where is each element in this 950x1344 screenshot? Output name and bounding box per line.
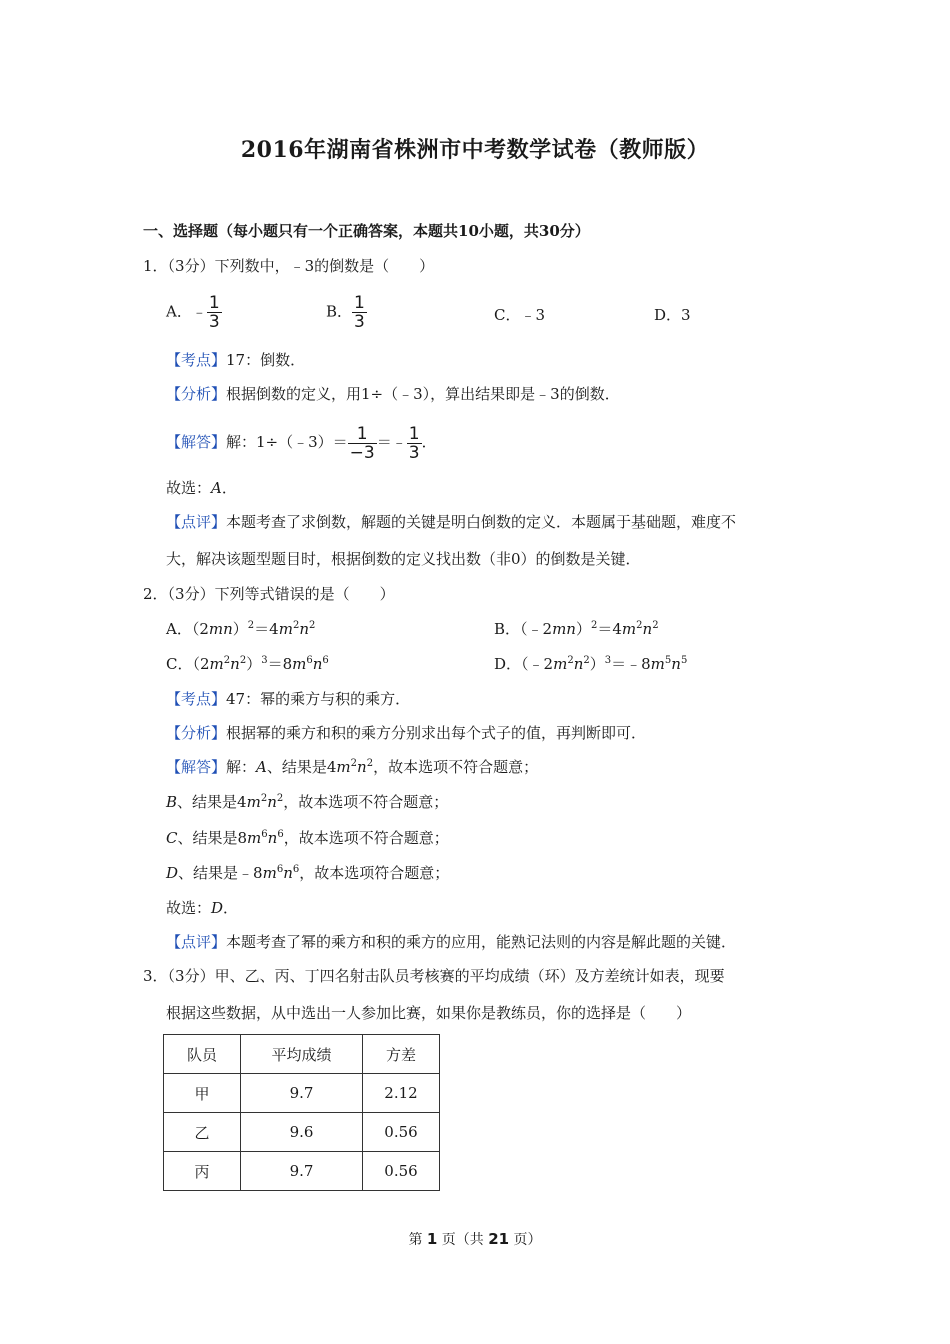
q1-option-b-label: B． xyxy=(326,302,353,321)
fraction-numerator: 1 xyxy=(356,423,368,444)
page-total: 21 xyxy=(488,1230,510,1248)
jieda-fraction-2 xyxy=(407,425,422,462)
jieda-text: ，故本选项不符合题意； xyxy=(373,758,539,776)
fraction-denominator: 3 xyxy=(354,312,365,332)
q2-stem: 2．（3分）下列等式错误的是（ ） xyxy=(143,585,395,603)
dianping-text: 本题考查了求倒数，解题的关键是明白倒数的定义．本题属于基础题，难度不 xyxy=(226,513,737,531)
fraction-numerator: 1 xyxy=(208,293,220,313)
page-number: 1 xyxy=(426,1230,438,1248)
q1-kaodian xyxy=(166,350,305,370)
table-cell: 乙 xyxy=(164,1113,241,1152)
dianping-text: 本题考查了幂的乘方和积的乘方的应用，能熟记法则的内容是解此题的关键． xyxy=(226,933,737,951)
kaodian-tag: 【考点】 xyxy=(166,690,227,708)
table-header-cell: 方差 xyxy=(363,1035,440,1074)
q3-stem-cont: 根据这些数据，从中选出一人参加比赛，如果你是教练员，你的选择是（ ） xyxy=(166,1004,692,1022)
table-cell: 0.56 xyxy=(363,1152,440,1191)
jieda-fraction-1 xyxy=(348,425,377,462)
footer-text: 页（共 xyxy=(437,1232,489,1248)
q1-stem: 1．（3分）下列数中，﹣3的倒数是（ ） xyxy=(143,257,435,275)
q2-kaodian xyxy=(166,689,410,709)
kaodian-tag: 【考点】 xyxy=(166,351,227,369)
q1-fenxi xyxy=(166,384,620,404)
jieda-tag: 【解答】 xyxy=(166,433,227,451)
table-cell: 9.7 xyxy=(241,1074,363,1113)
dianping-tag: 【点评】 xyxy=(166,513,227,531)
q2-solution-b: B、结果是$4m^2n^2$，故本选项不符合题意； xyxy=(166,793,449,811)
answer-end: ． xyxy=(223,899,239,917)
fenxi-tag: 【分析】 xyxy=(166,724,227,742)
q1-option-b xyxy=(326,294,367,331)
table-cell: 0.56 xyxy=(363,1113,440,1152)
q3-stem: 3．（3分）甲、乙、丙、丁四名射击队员考核赛的平均成绩（环）及方差统计如表，现要 xyxy=(143,967,725,985)
q1-option-c: C．﹣3 xyxy=(494,306,546,324)
q2-option-c: C．$(2m^2n^2)^3=8m^6n^6$ xyxy=(166,655,329,673)
q2-fenxi xyxy=(166,723,646,743)
solution-text: ，故本选项不符合题意； xyxy=(283,793,449,811)
q2-option-d: D．$(﹣2m^2n^2)^3=﹣8m^5n^5$ xyxy=(494,655,688,673)
table-cell: 丙 xyxy=(164,1152,241,1191)
q1-answer xyxy=(166,478,237,498)
table-cell: 9.7 xyxy=(241,1152,363,1191)
fenxi-text: 根据幂的乘方和积的乘方分别求出每个式子的值，再判断即可． xyxy=(226,724,647,742)
q2-option-a: A．$(2mn)^2=4m^2n^2$ xyxy=(166,620,316,638)
fraction-denominator: −3 xyxy=(349,442,375,463)
answer-letter: D xyxy=(211,899,224,917)
q1-jieda xyxy=(166,422,437,462)
solution-text: ，故本选项不符合题意； xyxy=(283,829,449,847)
q2-answer xyxy=(166,898,238,918)
q1-dianping xyxy=(166,512,736,532)
table-row xyxy=(164,1152,440,1191)
answer-prefix: 故选： xyxy=(166,899,212,917)
fenxi-text: 根据倒数的定义，用1÷（﹣3），算出结果即是﹣3的倒数． xyxy=(226,385,620,403)
answer-letter: A xyxy=(211,479,222,497)
table-row xyxy=(164,1113,440,1152)
fraction-numerator: 1 xyxy=(408,423,420,444)
section-heading: 一、选择题（每小题只有一个正确答案，本题共10小题，共30分） xyxy=(143,222,590,240)
answer-end: ． xyxy=(221,479,237,497)
fenxi-tag: 【分析】 xyxy=(166,385,227,403)
page-title: 2016年湖南省株洲市中考数学试卷（教师版） xyxy=(240,137,710,163)
q1-option-b-fraction xyxy=(352,294,367,331)
q1-option-a-fraction xyxy=(207,294,222,331)
q1-option-a xyxy=(166,294,222,331)
answer-prefix: 故选： xyxy=(166,479,212,497)
q1-option-d: D．3 xyxy=(654,306,691,324)
table-header-row xyxy=(164,1035,440,1074)
fraction-numerator: 1 xyxy=(354,293,365,313)
jieda-text: ＝﹣ xyxy=(376,433,407,451)
jieda-tag: 【解答】 xyxy=(166,758,227,776)
table-cell: 甲 xyxy=(164,1074,241,1113)
table-cell: 2.12 xyxy=(363,1074,440,1113)
table-header-cell: 队员 xyxy=(164,1035,241,1074)
table-row xyxy=(164,1074,440,1113)
jieda-text: 解：1÷（﹣3）＝ xyxy=(226,433,348,451)
table-cell: 9.6 xyxy=(241,1113,363,1152)
page-footer xyxy=(0,1229,950,1249)
fraction-denominator: 3 xyxy=(408,442,420,463)
q2-solution-d: D、结果是$﹣8m^6n^6$，故本选项符合题意； xyxy=(166,864,450,882)
fraction-denominator: 3 xyxy=(208,312,220,332)
table-header-cell: 平均成绩 xyxy=(241,1035,363,1074)
q2-option-b: B．$(﹣2mn)^2=4m^2n^2$ xyxy=(494,620,659,638)
q2-jieda: 【解答】解：A、结果是$4m^2n^2$，故本选项不符合题意； xyxy=(166,758,539,776)
jieda-text: ． xyxy=(421,433,437,451)
kaodian-text: 47：幂的乘方与积的乘方． xyxy=(226,690,411,708)
solution-text: ，故本选项符合题意； xyxy=(299,864,450,882)
footer-text: 页） xyxy=(509,1232,542,1248)
q1-dianping-cont: 大，解决该题型题目时，根据倒数的定义找出数（非0）的倒数是关键． xyxy=(166,550,641,568)
q2-dianping xyxy=(166,932,736,952)
footer-text: 第 xyxy=(408,1232,427,1248)
score-table xyxy=(163,1034,440,1191)
q2-solution-c: C、结果是$8m^6n^6$，故本选项不符合题意； xyxy=(166,829,449,847)
q1-option-a-label: A．﹣ xyxy=(166,302,207,321)
dianping-tag: 【点评】 xyxy=(166,933,227,951)
kaodian-text: 17：倒数． xyxy=(226,351,306,369)
